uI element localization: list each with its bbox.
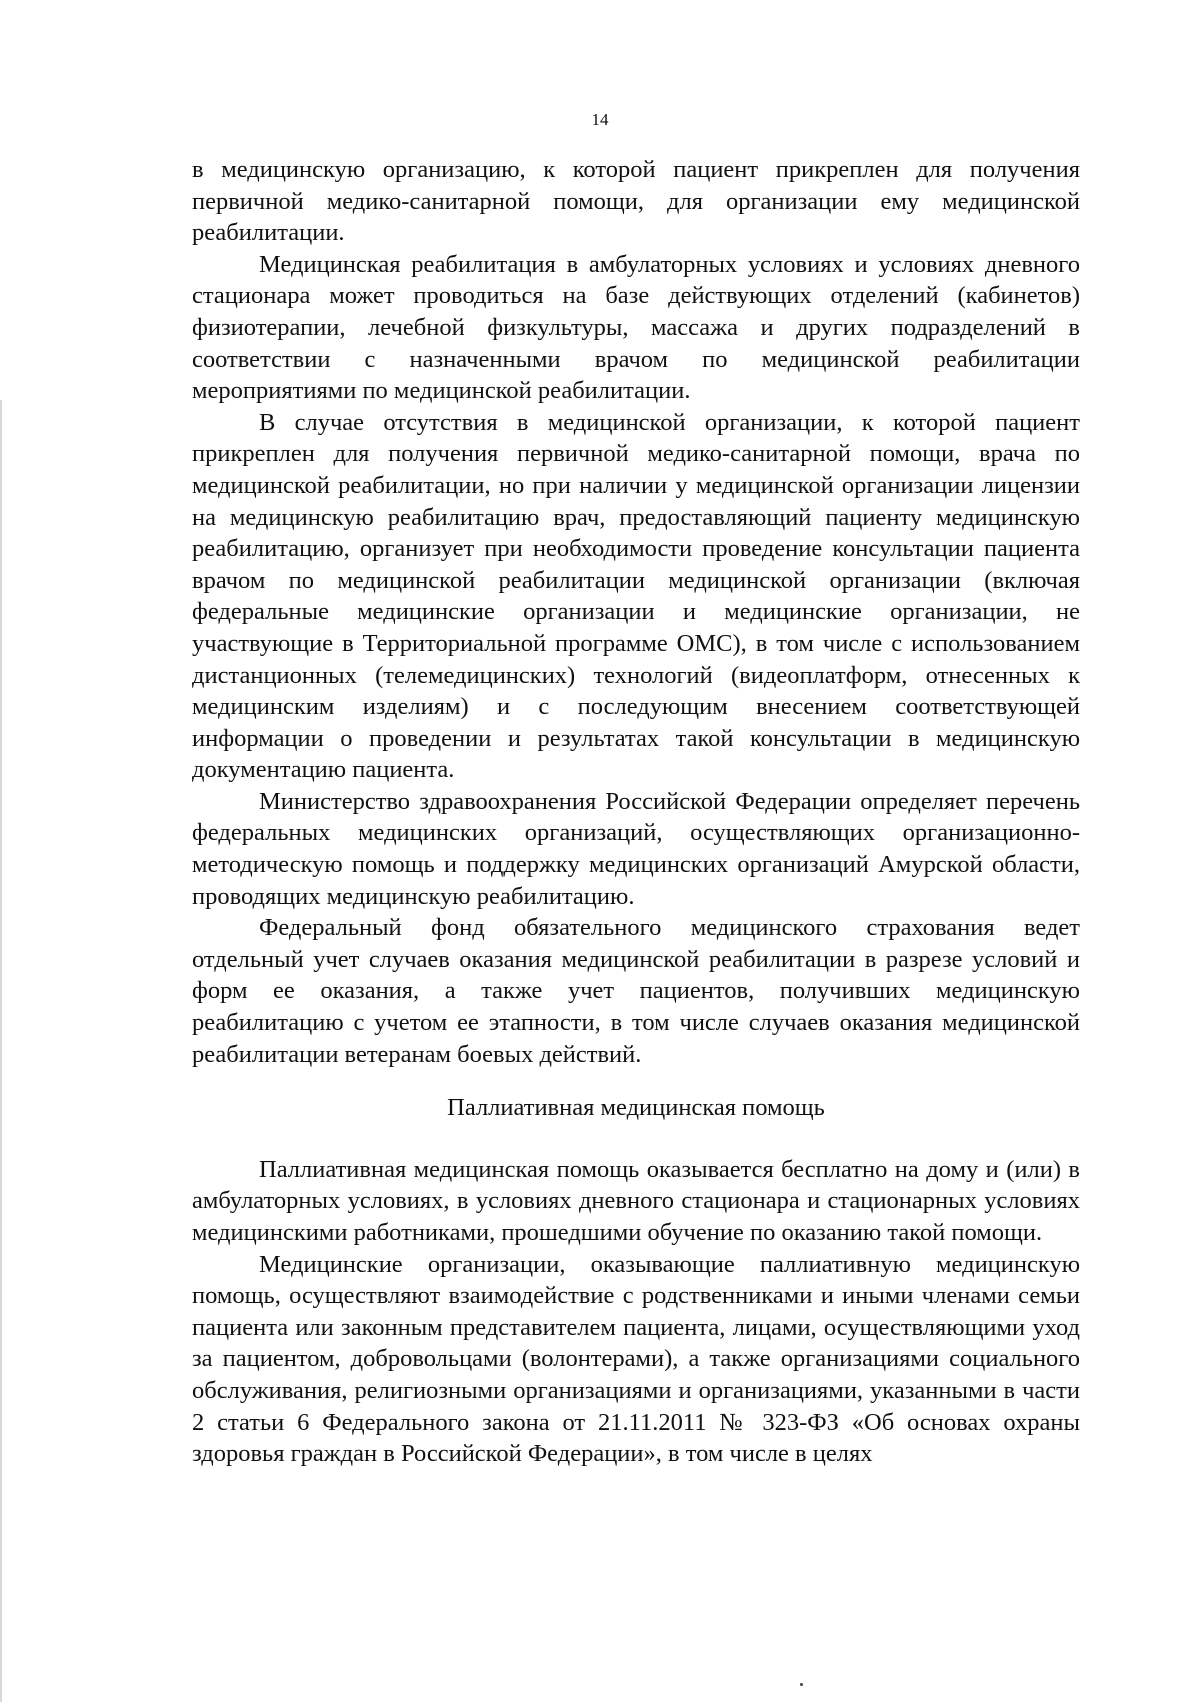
paragraph-palliative-care: Паллиативная медицинская помощь оказывается бесплатно на дому и (или) в амбулаторных условиях, в условиях дневного стационара и стационарных условиях медицинскими работниками, прошедшими обучение по оказанию такой помощи.: [192, 1155, 1080, 1246]
section-heading: Паллиативная медицинская помощь: [447, 1094, 825, 1122]
document-body: [192, 154, 1080, 1470]
paragraph-rehab-outpatient: Медицинская реабилитация в амбулаторных условиях и условиях дневного стационара может проводиться на базе действующих отделений (кабинетов) физиотерапии, лечебной физкультуры, массажа и других подразделений в соответствии с назначенными врачом по медицинской реабилитации мероприятиями по медицинской реабилитации.: [192, 250, 1080, 405]
paragraph-ministry: Министерство здравоохранения Российской Федерации определяет перечень федеральных медицинских организаций, осуществляющих организационно-методическую помощь и поддержку медицинских организаций Амурской области, проводящих медицинскую реабилитацию.: [192, 787, 1080, 910]
scan-edge: [0, 400, 2, 1702]
paragraph-continuation: в медицинскую организацию, к которой пациент прикреплен для получения первичной медико-санитарной помощи, для организации ему медицинской реабилитации.: [192, 156, 1080, 247]
paragraph-oms-fund: Федеральный фонд обязательного медицинского страхования ведет отдельный учет случаев оказания медицинской реабилитации в разрезе условий и форм ее оказания, а также учет пациентов, получивших медицинскую реабилитацию с учетом ее этапности, в том числе случаев оказания медицинской реабилитации ветеранам боевых действий.: [192, 914, 1080, 1068]
paragraph-rehab-consultation: В случае отсутствия в медицинской организации, к которой пациент прикреплен для получения первичной медико-санитарной помощи, врача по медицинской реабилитации, но при наличии у медицинской организации лицензии на медицинскую реабилитацию врач, предоставляющий пациенту медицинскую реабилитацию, организует при необходимости проведение консультации пациента врачом по медицинской реабилитации медицинской организации (включая федеральные медицинские организации и медицинские организации, не участвующие в Территориальной программе ОМС), в том числе с использованием дистанционных (телемедицинских) технологий (видеоплатформ, отнесенных к медицинским изделиям) и с последующим внесением соответствующей информации о проведении и результатах такой консультации в медицинскую документацию пациента.: [192, 408, 1080, 784]
paragraph-palliative-organizations: Медицинские организации, оказывающие паллиативную медицинскую помощь, осуществляют взаимодействие с родственниками и иными членами семьи пациента или законным представителем пациента, лицами, осуществляющими уход за пациентом, добровольцами (волонтерами), а также организациями социального обслуживания, религиозными организациями и организациями, указанными в части 2 статьи 6 Федерального закона от 21.11.2011 № 323-ФЗ «Об основах охраны здоровья граждан в Российской Федерации», в том числе в целях: [192, 1250, 1080, 1468]
scan-speck: [800, 1683, 803, 1686]
page-number: 14: [591, 110, 609, 129]
